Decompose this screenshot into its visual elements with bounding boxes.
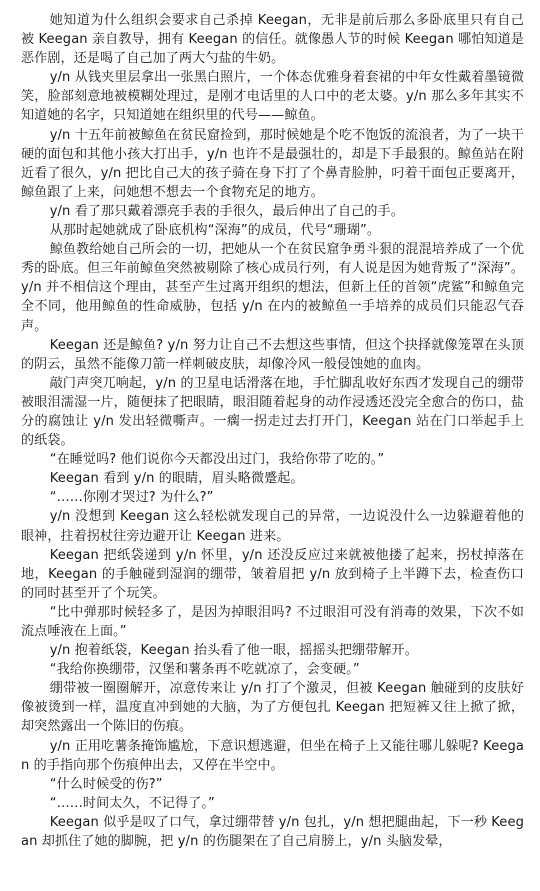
dialogue-line: “……你刚才哭过? 为什么?” bbox=[49, 490, 214, 506]
paragraph: 她知道为什么组织会要求自己杀掉 Keegan，无非是前后那么多卧底里只有自己被 Keegan 亲自教导，拥有 Keegan 的信任。就像愚人节的时候 Keegan 哪怕知道是恶作剧，还是喝了自己加了两大勺盐的牛奶。 bbox=[21, 13, 524, 67]
dialogue-line: “……时间太久，不记得了。” bbox=[49, 795, 215, 811]
paragraph: y/n 看了那只戴着漂亮手表的手很久，最后伸出了自己的手。 bbox=[49, 203, 404, 219]
dialogue-line: “什么时候受的伤?” bbox=[49, 776, 163, 792]
paragraph: 鲸鱼教给她自己所会的一切，把她从一个在贫民窟争勇斗狠的混混培养成了一个优秀的卧底。但三年前鲸鱼突然被剔除了核心成员行列，有人说是因为她背叛了“深海”。y/n 并不相信这个理由，甚至产生过离开组织的想法，但新上任的首领“虎鲨”和鲸鱼完全不同，他用鲸鱼的性命威胁，包括 y/n 在内的被鲸鱼一手培养的成员们只能忍气吞声。 bbox=[21, 242, 524, 334]
paragraph: 从那时起她就成了卧底机构“深海”的成员，代号“珊瑚”。 bbox=[49, 223, 381, 239]
paragraph: Keegan 似乎是叹了口气，拿过绷带替 y/n 包扎，y/n 想把腿曲起，下一秒 Keegan 却抓住了她的脚腕，把 y/n 的伤腿架在了自己肩膀上，y/n 头脑发晕， bbox=[21, 814, 524, 850]
paragraph: Keegan 还是鲸鱼? y/n 努力让自己不去想这些事情，但这个抉择就像笼罩在头顶的阴云，虽然不能像刀箭一样刺破皮肤，却像冷风一般侵蚀她的血肉。 bbox=[21, 337, 524, 372]
paragraph: 绷带被一圈圈解开，凉意传来让 y/n 打了个激灵，但被 Keegan 触碰到的皮肤好像被烫到一样，温度直冲到她的大脑，为了方便包扎 Keegan 把短裤又往上掀了掀，却突然露出一个陈旧的伤痕。 bbox=[21, 681, 524, 735]
paragraph: y/n 从钱夹里层拿出一张黑白照片，一个体态优雅身着套裙的中年女性戴着墨镜微笑，脸部刻意地被模糊处理过，是刚才电话里的人口中的老太婆。y/n 那么多年其实不知道她的名字，只知道她在组织里的代号——鲸鱼。 bbox=[21, 70, 524, 124]
paragraph: Keegan 看到 y/n 的眼睛，眉头略微蹙起。 bbox=[49, 471, 304, 487]
paragraph: Keegan 把纸袋递到 y/n 怀里，y/n 还没反应过来就被他搂了起来，拐杖掉落在地，Keegan 的手触碰到湿润的绷带，皱着眉把 y/n 放到椅子上半蹲下去，检查伤口的同时甚至开了个玩笑。 bbox=[21, 547, 524, 601]
paragraph: y/n 没想到 Keegan 这么轻松就发现自己的异常，一边说没什么一边躲避着他的眼神，拄着拐杖往旁边避开让 Keegan 进来。 bbox=[21, 509, 524, 544]
dialogue-line: “我给你换绷带，汉堡和薯条再不吃就凉了，会变硬。” bbox=[49, 662, 360, 678]
paragraph: 敲门声突兀响起，y/n 的卫星电话滑落在地，手忙脚乱收好东西才发现自己的绷带被眼泪濡湿一片，随便抹了把眼睛，眼泪随着起身的动作浸透还没完全愈合的伤口，盐分的腐蚀让 y/n 发出轻微嘶声。一瘸一拐走过去打开门，Keegan 站在门口举起手上的纸袋。 bbox=[21, 375, 524, 449]
paragraph: y/n 抱着纸袋，Keegan 抬头看了他一眼，摇摇头把绷带解开。 bbox=[49, 643, 418, 659]
paragraph: y/n 正用吃薯条掩饰尴尬，下意识想逃避，但坐在椅子上又能往哪儿躲呢? Keegan 的手指向那个伤痕伸出去，又停在半空中。 bbox=[21, 738, 524, 773]
dialogue-line: “在睡觉吗? 他们说你今天都没出过门，我给你带了吃的。” bbox=[49, 452, 385, 468]
paragraph: y/n 十五年前被鲸鱼在贫民窟捡到，那时候她是个吃不饱饭的流浪者，为了一块干硬的面包和其他小孩大打出手，y/n 也许不是最强壮的，却是下手最狠的。鲸鱼站在附近看了很久，y/n 把比自己大的孩子骑在身下打了个鼻青脸肿，叼着干面包正要离开，鲸鱼跟了上来，问她想不想去一个食物充足的地方。 bbox=[21, 127, 524, 200]
dialogue-line: “比中弹那时候轻多了，是因为掉眼泪吗? 不过眼泪可没有消毒的效果，下次不如流点唾液在上面。” bbox=[21, 604, 524, 639]
